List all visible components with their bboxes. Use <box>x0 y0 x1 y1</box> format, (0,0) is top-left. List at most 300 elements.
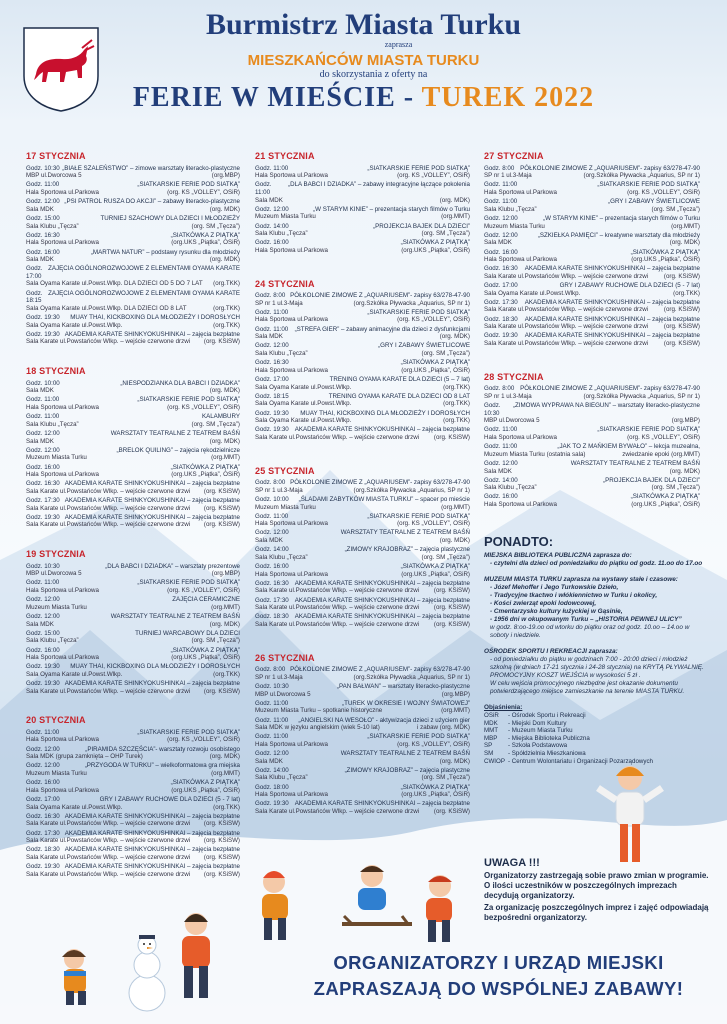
event-organizer: (org. MDK) <box>439 537 470 545</box>
event-organizer: (org.UKS „Piątka”, OSiR) <box>401 246 470 254</box>
event-item <box>26 165 240 180</box>
event-time: Godz. 16:00 <box>484 248 518 256</box>
museum-item: w godz. 8:oo-19.oo od wtorku do piątku oraz od godz. 10.oo – 14.oo w soboty i niedziele. <box>490 624 690 639</box>
legend-desc: - Muzeum Miasta Turku <box>507 727 573 735</box>
event-row <box>484 484 700 492</box>
event-place: Sala Oyama Karate ul.Powst.Wlkp. <box>255 400 352 408</box>
event-time: Godz. 11:00 <box>26 579 60 587</box>
event-item <box>26 232 240 247</box>
event-row <box>484 206 700 214</box>
event-place: Sala Karate ul.Powstańców Wlkp. – wejście czerwone drzwi <box>255 604 420 612</box>
event-title: „SIATKÓWKA Z PIĄTKĄ” <box>400 359 470 367</box>
event-place: MBP ul.Dworcowa 5 <box>484 417 540 425</box>
legend-row <box>484 727 656 735</box>
event-row <box>255 479 470 487</box>
event-row <box>255 597 470 605</box>
event-item <box>26 249 240 264</box>
legend-abbr: MDK <box>484 719 498 727</box>
event-row <box>26 471 240 479</box>
event-time: Godz. 11:00 <box>26 396 60 404</box>
event-organizer: (org.MMT) <box>441 503 470 511</box>
event-title: „SIATKARSKIE FERIE POD SIATKĄ” <box>137 728 240 736</box>
event-time: Godz. 11:00 <box>255 699 289 707</box>
event-place: Sala Karate ul.Powstańców Wlkp. – wejście czerwone drzwi <box>255 433 420 441</box>
event-title: „GRY I ZABAWY ŚWIETLICOWE <box>378 342 470 350</box>
event-item <box>26 265 240 288</box>
event-item <box>255 410 470 425</box>
event-row <box>255 808 470 816</box>
event-row <box>484 290 700 298</box>
event-item <box>26 762 240 777</box>
event-item <box>26 796 240 811</box>
event-time: Godz. 19:30 <box>255 426 289 434</box>
event-row <box>255 197 470 205</box>
event-place: Hala Sportowa ul.Parkowa <box>255 246 328 254</box>
event-row <box>26 314 240 322</box>
legend-row <box>484 742 656 750</box>
event-title: „JAK TO Z MAŃKIEM BYWAŁO” – lekcja muzealna, <box>557 443 700 451</box>
event-time: Godz. 11:00 <box>255 716 289 724</box>
event-title: ZAJĘCIA OGÓLNOROZWOJOWE Z ELEMENTAMI OYAMA KARATE <box>48 265 240 273</box>
event-time: Godz. 18:30 <box>26 846 60 854</box>
event-place: Sala Oyama Karate ul.Powst.Wlkp. <box>26 803 123 811</box>
event-row <box>255 741 470 749</box>
event-time: Godz. 14:00 <box>255 766 289 774</box>
event-title: „NIESPODZIANKA DLA BABCI I DZIADKA” <box>120 379 240 387</box>
event-row <box>26 165 240 173</box>
event-item <box>484 249 700 264</box>
event-item <box>26 863 240 878</box>
event-time: Godz. 17:00 <box>484 282 518 290</box>
event-row <box>484 215 700 223</box>
event-time: Godz. 19:30 <box>26 513 60 521</box>
event-time: Godz. 16:00 <box>26 646 60 654</box>
event-place: Muzeum Miasta Turku <box>26 770 87 778</box>
event-item <box>255 546 470 561</box>
legend-desc: - Miejska Biblioteka Publiczna <box>507 734 590 742</box>
event-row <box>26 232 240 240</box>
event-item <box>255 342 470 357</box>
event-item <box>255 767 470 782</box>
event-row <box>255 717 470 725</box>
library-item: - czytelni dla dzieci od poniedziałku do piątku od godz. 11.oo do 17.oo <box>490 560 703 567</box>
event-place: Muzeum Miasta Turku <box>26 454 87 462</box>
event-time: Godz. 17:00 <box>255 376 289 383</box>
notice-section <box>484 858 709 923</box>
event-place: Sala Klubu „Tęcza” <box>484 205 537 213</box>
event-organizer: (org. SM „Tęcza”) <box>421 350 470 358</box>
event-place: Sala Karate ul.Powstańców Wlkp. – wejście czerwone drzwi <box>484 340 649 347</box>
event-title: AKADEMIA KARATE SHINKYOKUSHINKAI – zajęcia bezpłatne <box>524 298 700 306</box>
event-place: Sala Karate ul.Powstańców Wlkp. – wejście czerwone drzwi <box>255 587 420 595</box>
poster-header <box>0 0 727 150</box>
event-item <box>484 477 700 492</box>
day-block <box>255 465 470 629</box>
event-time: Godz. 12:00 <box>255 205 289 213</box>
osir-text: - od poniedziałku do piątku w godzinach 7:00 - 20:00 dzieci i młodzież szkolną (w dniach 17-21 stycznia i 24-28 stycznia) na KRYTĄ PŁYWALNIĘ. PROMOCYJNY KOSZT WEJŚCIA w wysokości 5 zł . <box>490 656 704 679</box>
event-row <box>255 393 470 401</box>
event-organizer: (org. KS „VOLLEY”, OSiR) <box>397 740 470 748</box>
event-time: Godz. 16:00 <box>255 563 289 571</box>
event-place: Hala Sportowa ul.Parkowa <box>255 172 328 180</box>
event-place: Sala Klubu „Tęcza” <box>255 350 308 358</box>
event-organizer: (org. KSiSW) <box>203 853 240 861</box>
event-row <box>484 443 700 451</box>
event-place: Sala Karate ul.Powstańców Wlkp. – wejście czerwone drzwi <box>26 504 191 512</box>
event-row <box>255 172 470 180</box>
event-row <box>484 265 700 273</box>
event-place: SP nr 1 ul.3-Maja <box>484 392 532 400</box>
event-item <box>484 198 700 213</box>
event-place: Sala Oyama Karate ul.Powst.Wlkp. <box>255 417 352 425</box>
event-place: Sala Karate ul.Powstańców Wlkp. – wejście czerwone drzwi <box>26 487 191 495</box>
event-time: Godz. 18:30 <box>484 315 518 323</box>
notice-text-1: Organizatorzy zastrzegają sobie prawo zmian w programie. O ilości uczestników w poszczególnych imprezach decydują organizatorzy. <box>484 871 709 900</box>
event-organizer: (org. KSiSW) <box>203 487 240 495</box>
event-item <box>26 480 240 495</box>
day-heading: 25 STYCZNIA <box>255 465 315 476</box>
event-time: Godz. 8:00 <box>484 385 515 393</box>
day-block <box>26 368 240 529</box>
event-row <box>26 215 240 223</box>
event-organizer: (org. KSiSW) <box>433 620 470 628</box>
event-title: MUAY THAI, KICKBOXING DLA MŁODZIEŻY I DOROSŁYCH <box>70 663 240 671</box>
event-time: Godz. 12:00 <box>484 214 518 222</box>
event-place: Sala MDK <box>26 256 54 264</box>
event-place: Sala Karate ul.Powstańców Wlkp. – wejście czerwone drzwi <box>26 687 191 695</box>
event-row <box>255 230 470 238</box>
event-organizer: (org. MDK) <box>209 205 240 213</box>
event-item <box>255 239 470 254</box>
event-row <box>26 249 240 257</box>
day-heading: 28 STYCZNIA <box>484 371 544 382</box>
event-title: „GRY I ZABAWY ŚWIETLICOWE <box>608 198 700 206</box>
day-block <box>26 717 240 878</box>
event-organizer: (org.TKK) <box>213 803 240 811</box>
event-place: Hala Sportowa ul.Parkowa <box>255 570 328 578</box>
event-title: PÓŁKOLONIE ZIMOWE Z „AQUARIUSEM”- zapisy 63/278-47-90 <box>290 479 470 487</box>
event-row <box>26 290 240 305</box>
day-block <box>255 652 470 816</box>
event-organizer: (org.Szkółka Pływacka „Aquarius, SP nr 1) <box>353 486 470 494</box>
event-organizer: (org. KSiSW) <box>203 837 240 845</box>
event-row <box>26 779 240 787</box>
event-place: Sala Karate ul.Powstańców Wlkp. – wejście czerwone drzwi <box>26 820 191 828</box>
event-place: Sala Klubu „Tęcza” <box>26 222 79 230</box>
event-organizer: (org. SM „Tęcza”) <box>651 205 700 213</box>
schedule-column-3 <box>484 153 700 520</box>
event-time: Godz. 8:00 <box>484 164 515 172</box>
museum-item: - Kości zwierząt epoki lodowcowej, <box>490 600 597 607</box>
event-item <box>26 846 240 861</box>
event-time: Godz. 8:00 <box>255 666 286 674</box>
event-row <box>26 505 240 513</box>
event-place: Hala Sportowa ul.Parkowa <box>26 403 99 411</box>
event-time: Godz. 11:00 <box>484 443 518 451</box>
event-title: TURNIEJ WARCABOWY DLA DZIECI <box>135 629 240 637</box>
event-row <box>255 691 470 699</box>
event-time: Godz. 11:00 <box>26 413 60 421</box>
event-row <box>484 189 700 197</box>
event-place: SP nr 1 ul.3-Maja <box>484 172 532 180</box>
event-place: MBP ul.Dworcowa 5 <box>26 570 82 578</box>
event-row <box>255 580 470 588</box>
event-time: Godz. 10:30 <box>484 401 501 417</box>
event-row <box>255 750 470 758</box>
event-row <box>26 663 240 671</box>
event-row <box>484 232 700 240</box>
event-title: AKADEMIA KARATE SHINKYOKUSHINKAI – zajęcia bezpłatne <box>524 315 700 323</box>
event-row <box>26 430 240 438</box>
event-row <box>255 724 470 732</box>
legend-row <box>484 735 656 743</box>
event-row <box>255 587 470 595</box>
event-organizer: (org. SM „Tęcza”) <box>191 222 240 230</box>
event-organizer: (org. KSiSW) <box>663 272 700 280</box>
event-title: AKADEMIA KARATE SHINKYOKUSHINKAI – zajęcia bezpłatne <box>524 332 700 340</box>
event-row <box>255 774 470 782</box>
event-row <box>26 438 240 446</box>
event-time: Godz. 12:00 <box>484 459 518 467</box>
event-item <box>26 579 240 594</box>
event-title: „SIATKARSKIE FERIE POD SIATKĄ” <box>597 181 700 189</box>
event-time: Godz. 12:00 <box>255 529 289 537</box>
event-row <box>255 707 470 715</box>
event-row <box>26 804 240 812</box>
event-title: AKADEMIA KARATE SHINKYOKUSHINKAI – zajęcia bezpłatne <box>64 480 240 488</box>
event-organizer: (org.MBP) <box>211 570 240 578</box>
event-place: Sala Klubu „Tęcza” <box>255 230 308 238</box>
event-organizer: (org. MDK) <box>209 387 240 395</box>
event-place: Muzeum Miasta Turku <box>255 503 316 511</box>
event-title: „BRELOK QUILING” – zajęcia rękodzielnicze <box>116 446 240 454</box>
event-row <box>26 198 240 206</box>
event-row <box>255 350 470 358</box>
event-place: SP nr 1 ul.3-Maja <box>255 299 303 307</box>
event-row <box>26 223 240 231</box>
event-item <box>26 680 240 695</box>
event-place: Sala Karate ul.Powstańców Wlkp. – wejście czerwone drzwi <box>484 272 649 280</box>
event-time: Godz. 11:00 <box>255 181 272 196</box>
event-row <box>484 493 700 501</box>
event-time: Godz. 11:00 <box>255 325 289 333</box>
event-item <box>255 784 470 799</box>
event-item <box>255 309 470 324</box>
event-title: „SIATKARSKIE FERIE POD SIATKĄ” <box>137 181 240 189</box>
event-time: Godz. 10:30 <box>255 682 289 690</box>
event-row <box>484 198 700 206</box>
event-place: SP nr 1 ul.3-Maja <box>255 486 303 494</box>
event-title: TURNIEJ SZACHOWY DLA DZIECI I MŁODZIEŻY <box>100 214 240 222</box>
event-row <box>484 501 700 509</box>
event-item <box>26 331 240 346</box>
event-title: „SIATKARSKIE FERIE POD SIATKĄ” <box>367 308 470 316</box>
event-organizer: (org.TKK) <box>443 400 470 408</box>
event-organizer: (org.UKS „Piątka”, OSiR) <box>401 791 470 799</box>
event-organizer: (org. KSiSW) <box>433 587 470 595</box>
event-place: Hala Sportowa ul.Parkowa <box>255 316 328 324</box>
event-place: Sala MDK <box>26 387 54 395</box>
event-time: Godz. 12:00 <box>26 596 60 604</box>
ponadto-heading: PONADTO: <box>484 534 554 549</box>
event-time: Godz. 10:30 <box>26 164 60 172</box>
event-organizer: (org. MDK) <box>669 239 700 247</box>
event-time: Godz. 18:15 <box>255 392 289 400</box>
legend-abbr: SM <box>484 749 494 757</box>
event-time: Godz. 17:30 <box>255 596 289 604</box>
offer-text: do skorzystania z oferty na <box>319 69 428 80</box>
closing-line-1: ORGANIZATORZY I URZĄD MIEJSKI <box>333 952 664 973</box>
event-item <box>26 647 240 662</box>
event-row <box>255 384 470 392</box>
event-row <box>255 417 470 425</box>
event-title: „ANGIELSKI NA WESOŁO” - aktywizacja dzieci z użyciem gier <box>298 716 470 724</box>
event-item <box>26 215 240 230</box>
museum-item: - Tradycyjne tkactwo i włókiennictwo w Turku i okolicy, <box>490 592 658 599</box>
event-place: Sala MDK <box>484 467 512 475</box>
event-place: Sala MDK <box>255 537 283 545</box>
event-item <box>255 597 470 612</box>
legend-title: Objaśnienia: <box>484 704 523 711</box>
event-time: Godz. 11:00 <box>255 733 289 741</box>
event-row <box>255 326 470 334</box>
event-time: Godz. 8:00 <box>255 292 286 300</box>
event-row <box>484 451 700 459</box>
event-row <box>26 837 240 845</box>
event-time: Godz. 11:00 <box>255 308 289 316</box>
event-time: Godz. 11:00 <box>484 198 518 206</box>
event-row <box>484 172 700 180</box>
event-time: Godz. 16:00 <box>255 239 289 247</box>
event-row <box>26 480 240 488</box>
event-time: Godz. 15:00 <box>26 629 60 637</box>
event-place: Hala Sportowa ul.Parkowa <box>26 654 99 662</box>
event-row <box>255 181 470 196</box>
event-title: „W STARYM KINIE” – prezentacja starych filmów o Turku <box>543 214 700 222</box>
event-organizer: (org. KSiSW) <box>203 870 240 878</box>
event-item <box>484 299 700 314</box>
event-row <box>26 630 240 638</box>
event-item <box>484 232 700 247</box>
event-time: Godz. 18:15 <box>26 289 43 305</box>
event-item <box>255 376 470 391</box>
event-row <box>484 434 700 442</box>
event-place: Sala MDK <box>26 620 54 628</box>
event-organizer: (org. MDK) <box>209 437 240 445</box>
event-item <box>26 630 240 645</box>
event-time: Godz. 16:30 <box>255 579 289 587</box>
event-organizer: (org. SM „Tęcza”) <box>191 637 240 645</box>
event-title: „BIAŁE SZALEŃSTWO” – zimowe warsztaty literacko-plastyczne <box>62 164 240 172</box>
event-item <box>255 750 470 765</box>
legend-desc: - Miejski Dom Kultury <box>507 719 567 727</box>
event-item <box>255 426 470 441</box>
event-row <box>26 613 240 621</box>
event-title: GRY I ZABAWY RUCHOWE DLA DZIECI (5 - 7 lat) <box>99 796 240 803</box>
event-place: Sala Oyama Karate ul.Powst.Wlkp. <box>26 321 123 329</box>
event-organizer: (org.UKS „Piątka”, OSiR) <box>171 654 240 662</box>
event-row <box>484 340 700 348</box>
day-block <box>484 371 700 509</box>
event-organizer: (org. KS „VOLLEY”, OSiR) <box>167 587 240 594</box>
event-item <box>26 314 240 329</box>
event-place: MBP ul.Dworcowa 5 <box>26 172 82 180</box>
event-organizer: (org.MBP) <box>671 417 700 425</box>
event-place: Hala Sportowa ul.Parkowa <box>26 471 99 479</box>
event-row <box>255 800 470 808</box>
event-row <box>26 820 240 828</box>
event-title: „ŚLADAMI ZABYTKÓW MIASTA TURKU” – spacer po mieście <box>298 495 470 503</box>
event-row <box>255 666 470 674</box>
event-title: „SIATKARSKIE FERIE POD SIATKĄ” <box>597 426 700 434</box>
event-row <box>255 537 470 545</box>
event-title: „SIATKARSKIE FERIE POD SIATKĄ” <box>367 512 470 520</box>
event-row <box>484 385 700 393</box>
event-title: PÓŁKOLONIE ZIMOWE Z „AQUARIUSEM”- zapisy 63/278-47-90 <box>290 292 470 300</box>
event-row <box>26 621 240 629</box>
event-place: Sala Karate ul.Powstańców Wlkp. – wejście czerwone drzwi <box>484 306 649 314</box>
event-title: „PRZYGODA W TURKU” – wielkoformatowa gra miejska <box>84 762 240 770</box>
event-place: Sala MDK <box>255 196 283 204</box>
event-place: Muzeum Miasta Turku (ostatnia sala) <box>484 450 586 458</box>
museum-item: - Cmentarzysko kultury łużyckiej w Gąsinie, <box>490 608 623 615</box>
day-block <box>26 153 240 346</box>
event-title: „DLA BABCI I DZIADKA” – zabawy integracyjne łączące pokolenia <box>288 181 470 189</box>
event-title: „PROJEKCJA BAJEK DLA DZIECI” <box>603 476 700 484</box>
page-title: Burmistrz Miasta Turku <box>205 8 522 41</box>
event-organizer: (org. KSiSW) <box>203 504 240 512</box>
event-time: Godz. 16:30 <box>26 231 60 239</box>
event-time: Godz. 14:00 <box>255 222 289 230</box>
event-item <box>255 666 470 681</box>
event-title: „ZIMOWA WYPRAWA NA BIEGUN” – warsztaty literacko-plastyczne <box>512 401 700 409</box>
event-item <box>26 497 240 512</box>
event-item <box>26 413 240 428</box>
event-place: Muzeum Miasta Turku <box>484 222 545 230</box>
event-time: Godz. 11:00 <box>484 181 518 189</box>
event-row <box>255 333 470 341</box>
event-title: AKADEMIA KARATE SHINKYOKUSHINKAI – zajęcia bezpłatne <box>294 613 470 621</box>
event-row <box>26 189 240 197</box>
event-organizer: (org.TKK) <box>443 383 470 391</box>
event-place: Sala MDK <box>255 757 283 765</box>
event-item <box>484 332 700 347</box>
event-title: „W STARYM KINIE” – prezentacja starych filmów o Turku <box>313 205 470 213</box>
event-row <box>26 206 240 214</box>
event-organizer: (org. KSiSW) <box>433 604 470 612</box>
event-row <box>26 579 240 587</box>
event-row <box>26 787 240 795</box>
event-row <box>255 758 470 766</box>
event-item <box>255 165 470 180</box>
event-row <box>255 513 470 521</box>
event-row <box>26 305 240 313</box>
event-title: „PSI PATROL RUSZA DO AKCJI” – zabawy literacko-plastyczne <box>64 198 240 206</box>
event-organizer: (org. KS „VOLLEY”, OSiR) <box>167 188 240 196</box>
event-row <box>484 249 700 257</box>
event-row <box>26 514 240 522</box>
event-row <box>255 247 470 255</box>
event-row <box>26 846 240 854</box>
event-row <box>255 674 470 682</box>
legend-abbr: SP <box>484 742 493 750</box>
event-row <box>26 654 240 662</box>
event-row <box>26 570 240 578</box>
event-organizer: (org.TKK) <box>213 670 240 678</box>
event-time: Godz. 19:30 <box>26 663 60 671</box>
legend-desc: - Ośrodek Sportu i Rekreacji <box>507 712 586 719</box>
event-row <box>484 417 700 425</box>
